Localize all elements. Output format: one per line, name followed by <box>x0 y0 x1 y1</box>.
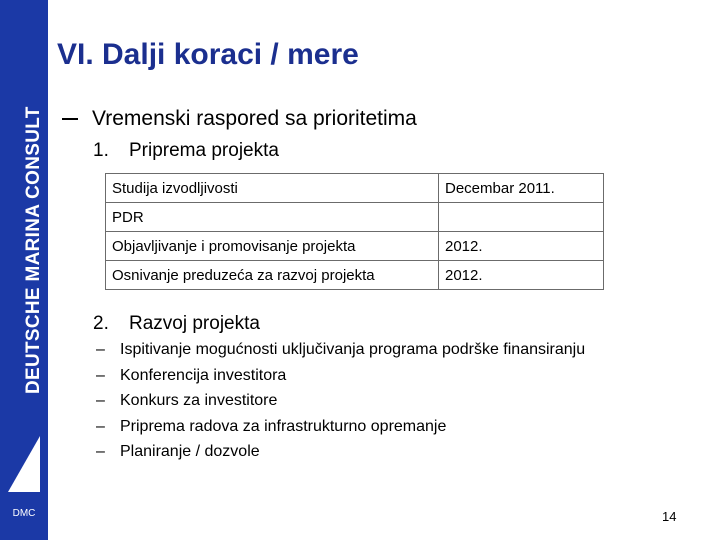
page-number: 14 <box>662 509 677 524</box>
logo-label: DMC <box>12 508 36 519</box>
step-text: Planiranje / dozvole <box>120 443 260 460</box>
table-row <box>106 203 604 232</box>
task-cell: Osnivanje preduzeća za razvoj projekta <box>106 261 439 290</box>
brand-sidebar <box>0 0 48 540</box>
main-bullet-text: Vremenski raspored sa prioritetima <box>92 107 417 130</box>
step-text: Konferencija investitora <box>120 366 287 384</box>
date-cell: 2012. <box>439 261 604 290</box>
task-cell: PDR <box>106 203 439 232</box>
date-cell: Decembar 2011. <box>439 174 604 203</box>
page-title: VI. Dalji koraci / mere <box>57 38 359 71</box>
section-1-number: 1. <box>93 140 109 161</box>
schedule-table <box>105 173 604 290</box>
list-item <box>96 337 585 363</box>
dash-bullet-icon <box>62 118 78 120</box>
main-bullet <box>62 107 417 131</box>
triangle-logo-icon <box>6 434 42 494</box>
table-row <box>106 232 604 261</box>
dash-icon: – <box>96 341 105 358</box>
task-cell: Objavljivanje i promovisanje projekta <box>106 232 439 261</box>
dash-icon: – <box>96 392 105 409</box>
step-list <box>96 337 585 465</box>
list-item <box>96 414 585 440</box>
section-2 <box>93 313 260 335</box>
table-row <box>106 174 604 203</box>
section-1 <box>93 140 279 162</box>
list-item <box>96 388 585 414</box>
table-row <box>106 261 604 290</box>
dash-icon: – <box>96 417 105 435</box>
section-2-number: 2. <box>93 313 109 334</box>
section-2-label: Razvoj projekta <box>129 313 260 334</box>
list-item <box>96 439 585 465</box>
section-1-label: Priprema projekta <box>129 140 279 161</box>
list-item <box>96 363 585 389</box>
step-text: Ispitivanje mogućnosti uključivanja programa podrške finansiranju <box>120 341 586 358</box>
date-cell <box>439 203 604 232</box>
dash-icon: – <box>96 366 105 384</box>
date-cell: 2012. <box>439 232 604 261</box>
dash-icon: – <box>96 443 105 460</box>
brand-text: DEUTSCHE MARINA CONSULT <box>23 106 44 394</box>
task-cell: Studija izvodljivosti <box>106 174 439 203</box>
step-text: Priprema radova za infrastrukturno opremanje <box>120 417 447 435</box>
step-text: Konkurs za investitore <box>120 392 278 409</box>
